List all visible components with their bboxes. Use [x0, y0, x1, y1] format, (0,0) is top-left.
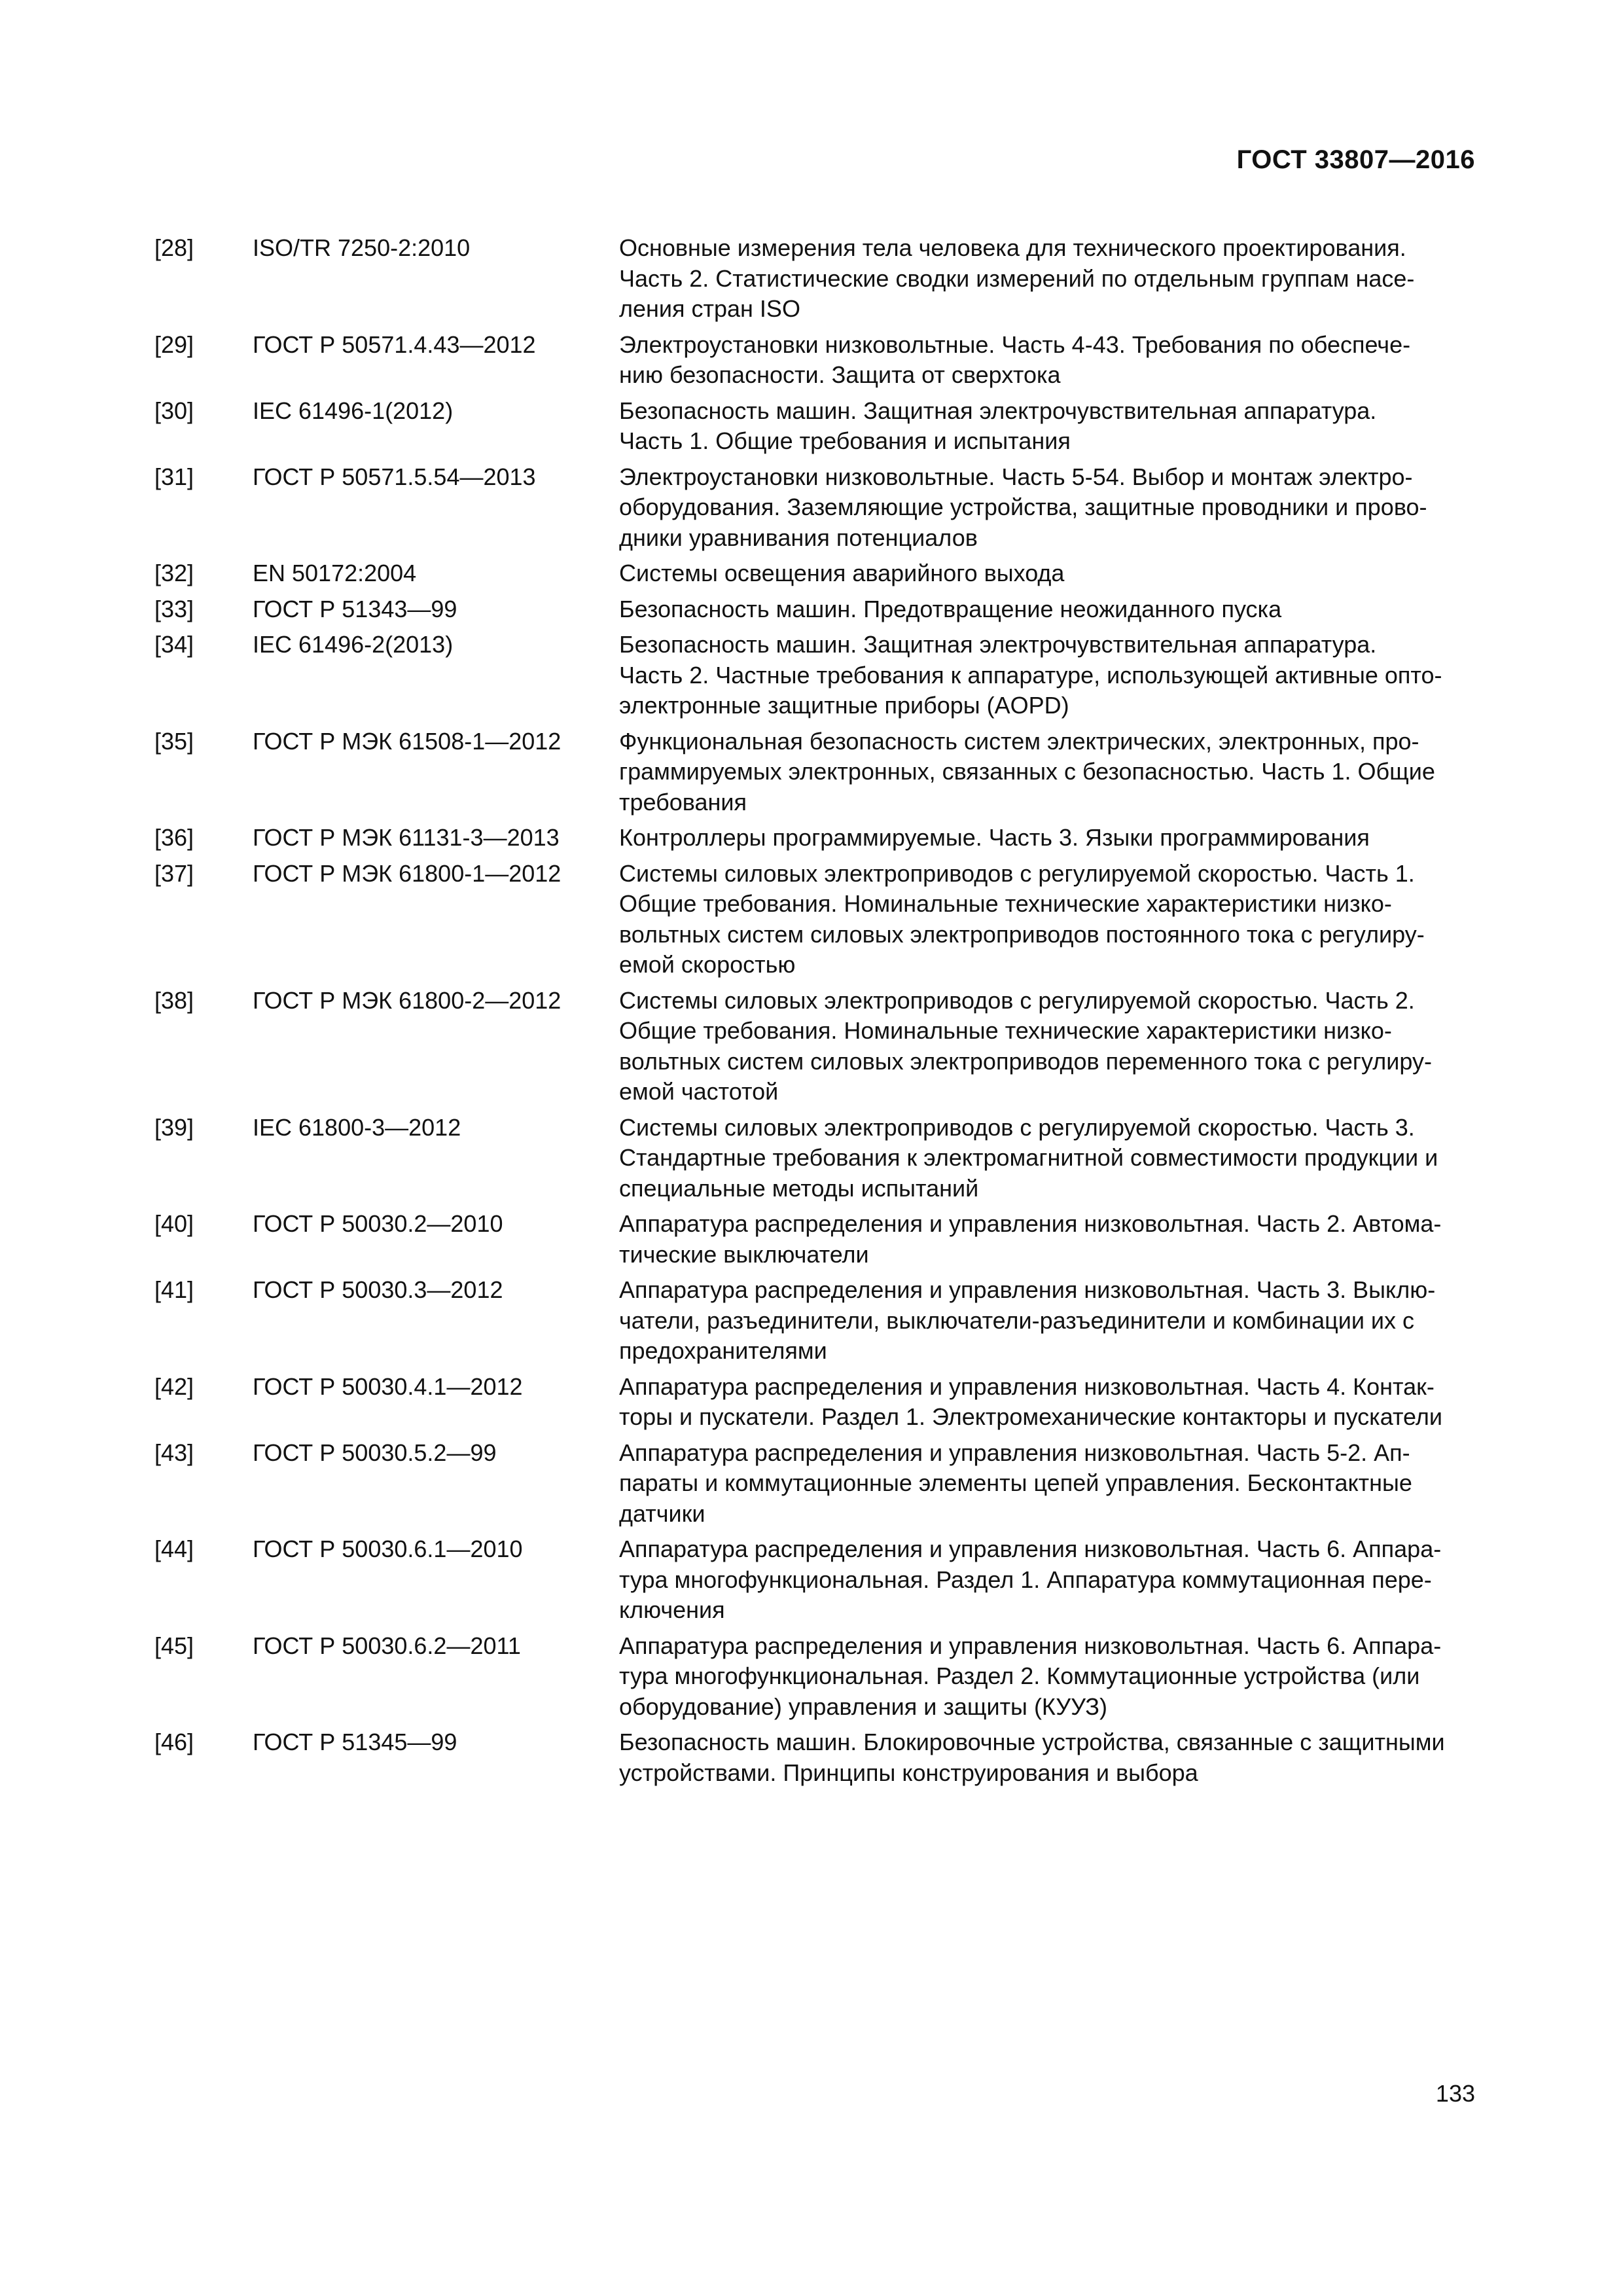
bibliography-entry: [154, 1372, 1474, 1433]
reference-number: [38]: [154, 986, 194, 1014]
reference-number: [46]: [154, 1729, 194, 1755]
bibliography-entry: [154, 726, 1474, 818]
reference-number: [44]: [154, 1535, 194, 1562]
bibliography-entry: [154, 1113, 1474, 1204]
bibliography-entry: [154, 859, 1474, 980]
reference-number: [34]: [154, 631, 194, 658]
reference-standard-code: ГОСТ Р 50030.4.1—2012: [253, 1372, 523, 1400]
reference-number: [35]: [154, 727, 194, 755]
reference-standard-code: EN 50172:2004: [253, 560, 417, 586]
reference-standard-code: ГОСТ Р МЭК 61131-3—2013: [253, 824, 560, 851]
bibliography-entry: [154, 558, 1474, 589]
bibliography-entry: [154, 462, 1474, 554]
bibliography-list: [154, 233, 1474, 1793]
reference-standard-code: ГОСТ Р МЭК 61800-2—2012: [253, 986, 562, 1014]
reference-title: Системы силовых электроприводов с регулируемой скоростью. Часть 3. Стандартные требования к электромагнитной совместимости продукции и специальные методы испытаний: [619, 1113, 1438, 1202]
reference-title: Электроустановки низковольтные. Часть 5-54. Выбор и монтаж электро- оборудования. Заземляющие устройства, защитные проводники и прово- дники уравнивания потенциалов: [619, 463, 1427, 551]
reference-title: Аппаратура распределения и управления низковольтная. Часть 6. Аппара- тура многофункциональная. Раздел 2. Коммутационные устройства (или оборудование) управления и защиты (КУУЗ): [619, 1632, 1442, 1720]
bibliography-entry: [154, 1727, 1474, 1788]
reference-standard-code: ГОСТ Р 50030.6.2—2011: [253, 1632, 521, 1659]
reference-number: [29]: [154, 331, 194, 358]
bibliography-entry: [154, 630, 1474, 721]
page-number: 133: [1435, 2080, 1475, 2107]
reference-number: [28]: [154, 234, 194, 261]
reference-number: [31]: [154, 463, 194, 490]
reference-standard-code: ГОСТ Р 51345—99: [253, 1729, 457, 1755]
reference-number: [39]: [154, 1113, 194, 1141]
reference-standard-code: IEC 61496-2(2013): [253, 631, 454, 658]
bibliography-entry: [154, 986, 1474, 1107]
bibliography-entry: [154, 594, 1474, 625]
reference-title: Основные измерения тела человека для технического проектирования. Часть 2. Статистические сводки измерений по отдельным группам насе- ления стран ISO: [619, 234, 1415, 322]
reference-title: Безопасность машин. Блокировочные устройства, связанные с защитными устройствами. Принципы конструирования и выбора: [619, 1729, 1445, 1786]
document-header: ГОСТ 33807—2016: [1236, 145, 1475, 174]
reference-title: Аппаратура распределения и управления низковольтная. Часть 6. Аппара- тура многофункциональная. Раздел 1. Аппаратура коммутационная пере- ключения: [619, 1535, 1442, 1623]
reference-number: [30]: [154, 397, 194, 424]
bibliography-entry: [154, 1534, 1474, 1626]
reference-number: [43]: [154, 1439, 194, 1466]
bibliography-entry: [154, 330, 1474, 391]
bibliography-entry: [154, 823, 1474, 853]
reference-title: Функциональная безопасность систем электрических, электронных, про- граммируемых электронных, связанных с безопасностью. Часть 1. Общие требования: [619, 727, 1435, 816]
reference-title: Аппаратура распределения и управления низковольтная. Часть 5-2. Ап- параты и коммутационные элементы цепей управления. Бесконтактные датчики: [619, 1439, 1412, 1527]
reference-number: [33]: [154, 595, 194, 622]
reference-title: Системы силовых электроприводов с регулируемой скоростью. Часть 1. Общие требования. Номинальные технические характеристики низко- вольтных систем силовых электроприводов постоянного тока с регулиру- емой скоростью: [619, 859, 1425, 978]
bibliography-entry: [154, 1275, 1474, 1367]
reference-title: Аппаратура распределения и управления низковольтная. Часть 2. Автома- тические выключатели: [619, 1210, 1442, 1268]
reference-title: Контроллеры программируемые. Часть 3. Языки программирования: [619, 824, 1370, 851]
reference-number: [32]: [154, 560, 194, 586]
reference-standard-code: ГОСТ Р 50571.4.43—2012: [253, 331, 536, 358]
reference-standard-code: IEC 61800-3—2012: [253, 1113, 461, 1141]
reference-standard-code: ГОСТ Р 50571.5.54—2013: [253, 463, 536, 490]
reference-title: Аппаратура распределения и управления низковольтная. Часть 3. Выклю- чатели, разъединители, выключатели-разъединители и комбинации их с предохранителями: [619, 1276, 1436, 1364]
reference-standard-code: ISO/TR 7250-2:2010: [253, 234, 471, 261]
reference-title: Аппаратура распределения и управления низковольтная. Часть 4. Контак- торы и пускатели. Раздел 1. Электромеханические контакторы и пускатели: [619, 1372, 1442, 1430]
bibliography-entry: [154, 1209, 1474, 1270]
reference-standard-code: ГОСТ Р 50030.2—2010: [253, 1210, 503, 1237]
reference-title: Безопасность машин. Защитная электрочувствительная аппаратура. Часть 1. Общие требования и испытания: [619, 397, 1377, 454]
reference-standard-code: ГОСТ Р МЭК 61508-1—2012: [253, 727, 562, 755]
bibliography-entry: [154, 1438, 1474, 1530]
reference-standard-code: ГОСТ Р 51343—99: [253, 595, 457, 622]
reference-number: [36]: [154, 824, 194, 851]
reference-number: [40]: [154, 1210, 194, 1237]
reference-number: [41]: [154, 1276, 194, 1303]
reference-title: Безопасность машин. Предотвращение неожиданного пуска: [619, 595, 1282, 622]
reference-standard-code: ГОСТ Р 50030.6.1—2010: [253, 1535, 523, 1562]
reference-standard-code: ГОСТ Р 50030.3—2012: [253, 1276, 503, 1303]
reference-title: Безопасность машин. Защитная электрочувствительная аппаратура. Часть 2. Частные требования к аппаратуре, использующей активные опто- электронные защитные приборы (AOPD): [619, 631, 1442, 719]
reference-title: Системы освещения аварийного выхода: [619, 560, 1065, 586]
reference-title: Системы силовых электроприводов с регулируемой скоростью. Часть 2. Общие требования. Номинальные технические характеристики низко- вольтных систем силовых электроприводов переменного тока с регулиру- емой частотой: [619, 986, 1432, 1105]
bibliography-entry: [154, 396, 1474, 457]
reference-number: [42]: [154, 1372, 194, 1400]
reference-number: [37]: [154, 859, 194, 887]
bibliography-entry: [154, 233, 1474, 325]
reference-standard-code: IEC 61496-1(2012): [253, 397, 454, 424]
reference-number: [45]: [154, 1632, 194, 1659]
reference-standard-code: ГОСТ Р МЭК 61800-1—2012: [253, 859, 562, 887]
reference-standard-code: ГОСТ Р 50030.5.2—99: [253, 1439, 497, 1466]
bibliography-entry: [154, 1631, 1474, 1723]
reference-title: Электроустановки низковольтные. Часть 4-43. Требования по обеспече- нию безопасности. Защита от сверхтока: [619, 331, 1411, 388]
